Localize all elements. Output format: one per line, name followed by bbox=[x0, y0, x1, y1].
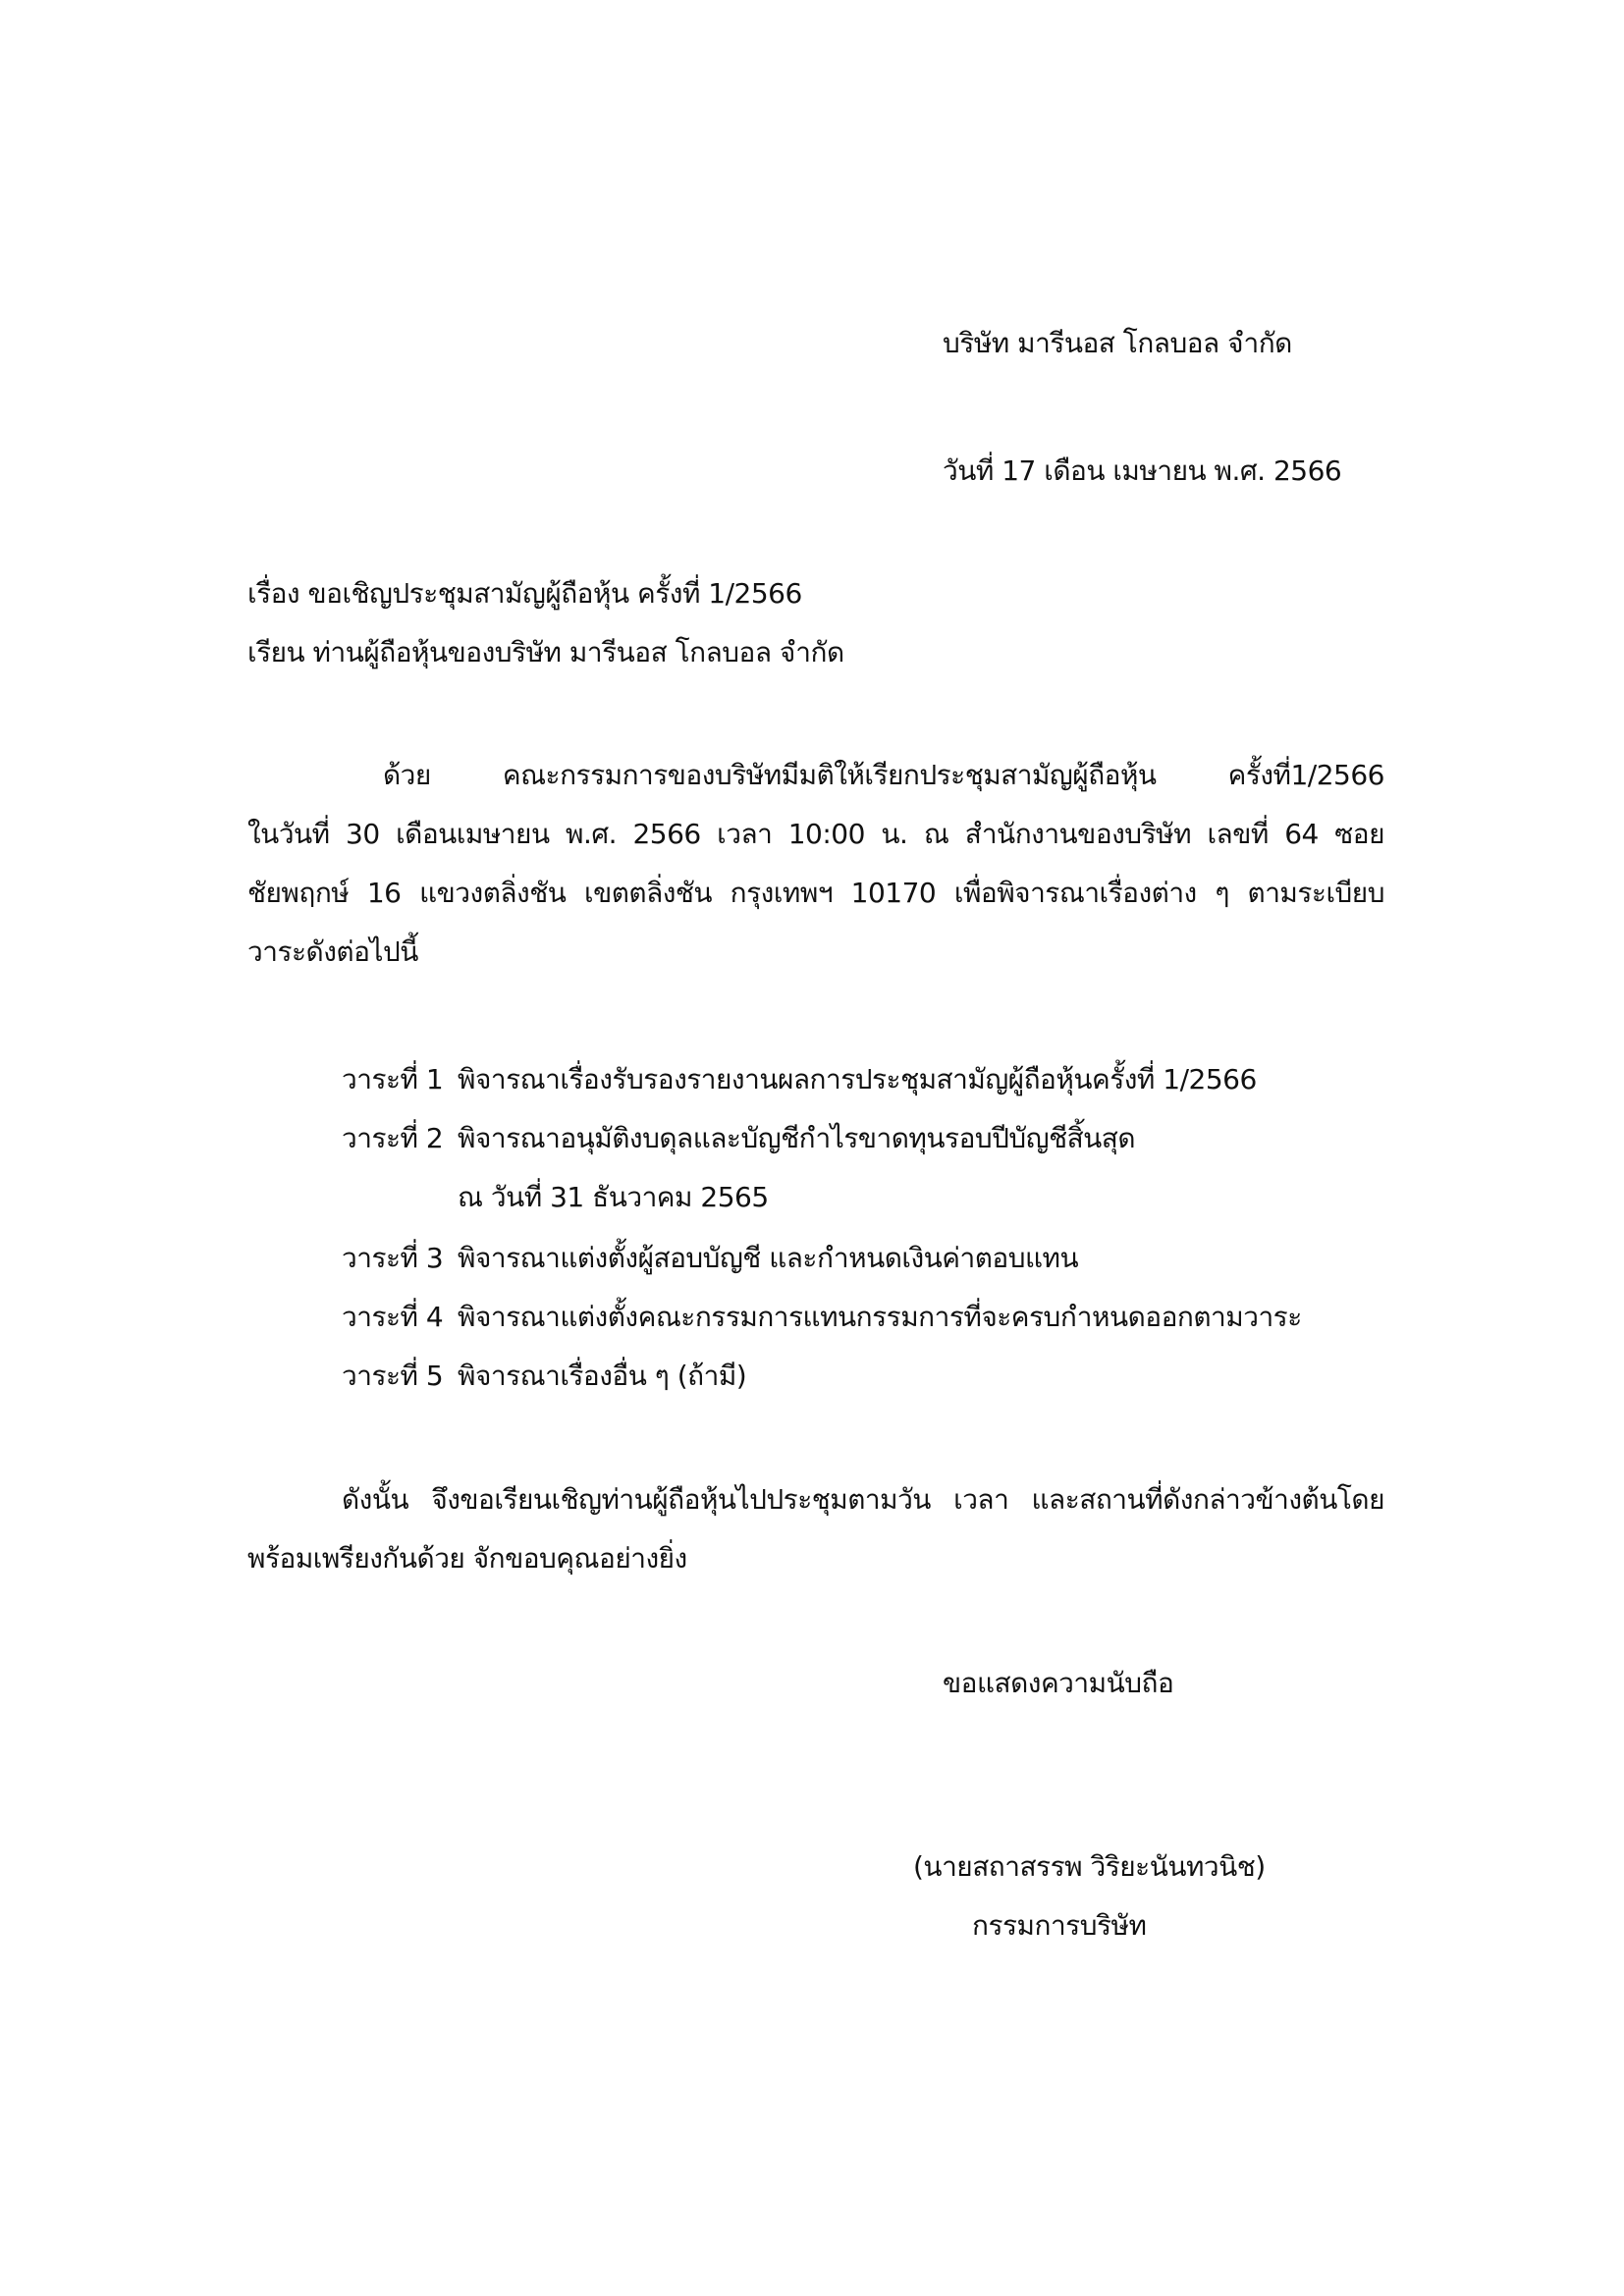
agenda-item bbox=[342, 1119, 1135, 1158]
agenda-text: พิจารณาแต่งตั้งผู้สอบบัญชี และกำหนดเงินค่าตอบแทน bbox=[458, 1242, 1079, 1274]
company-name: บริษัท มารีนอส โกลบอล จำกัด bbox=[943, 327, 1292, 359]
intro-line-4: วาระดังต่อไปนี้ bbox=[247, 935, 418, 968]
intro-line-2: ในวันที่ 30 เดือนเมษายน พ.ศ. 2566 เวลา 10:00 น. ณ สำนักงานของบริษัท เลขที่ 64 ซอย bbox=[247, 818, 1384, 850]
agenda-text: พิจารณาอนุมัติงบดุลและบัญชีกำไรขาดทุนรอบปีบัญชีสิ้นสุด bbox=[458, 1122, 1136, 1154]
agenda-text: พิจารณาเรื่องรับรองรายงานผลการประชุมสามัญผู้ถือหุ้นครั้งที่ 1/2566 bbox=[458, 1063, 1257, 1095]
regards-text: ขอแสดงความนับถือ bbox=[943, 1667, 1174, 1699]
closing-line-2: พร้อมเพรียงกันด้วย จักขอบคุณอย่างยิ่ง bbox=[247, 1542, 687, 1575]
agenda-item bbox=[342, 1298, 1302, 1337]
agenda-number: วาระที่ 5 bbox=[342, 1360, 444, 1392]
letter-date: วันที่ 17 เดือน เมษายน พ.ศ. 2566 bbox=[943, 454, 1342, 487]
subject-line: เรื่อง ขอเชิญประชุมสามัญผู้ถือหุ้น ครั้งที่ 1/2566 bbox=[247, 577, 802, 610]
agenda-number: วาระที่ 2 bbox=[342, 1122, 444, 1154]
intro-line-1: ด้วย คณะกรรมการของบริษัทมีมติให้เรียกประชุมสามัญผู้ถือหุ้น ครั้งที่1/2566 bbox=[383, 759, 1384, 791]
signatory-title: กรรมการบริษัท bbox=[972, 1909, 1147, 1942]
agenda-text: พิจารณาแต่งตั้งคณะกรรมการแทนกรรมการที่จะครบกำหนดออกตามวาระ bbox=[458, 1301, 1302, 1333]
agenda-number: วาระที่ 4 bbox=[342, 1301, 444, 1333]
agenda-text: พิจารณาเรื่องอื่น ๆ (ถ้ามี) bbox=[458, 1360, 747, 1392]
closing-line-1: ดังนั้น จึงขอเรียนเชิญท่านผู้ถือหุ้นไปประชุมตามวัน เวลา และสถานที่ดังกล่าวข้างต้นโดย bbox=[342, 1483, 1384, 1516]
intro-line-3: ชัยพฤกษ์ 16 แขวงตลิ่งชัน เขตตลิ่งชัน กรุงเทพฯ 10170 เพื่อพิจารณาเรื่องต่าง ๆ ตามระเบียบ bbox=[247, 877, 1384, 909]
agenda-number: วาระที่ 3 bbox=[342, 1242, 444, 1274]
agenda-text-continued: ณ วันที่ 31 ธันวาคม 2565 bbox=[458, 1181, 769, 1213]
agenda-item bbox=[342, 1239, 1078, 1278]
agenda-number: วาระที่ 1 bbox=[342, 1063, 444, 1095]
agenda-item bbox=[342, 1357, 746, 1396]
recipient-line: เรียน ท่านผู้ถือหุ้นของบริษัท มารีนอส โกลบอล จำกัด bbox=[247, 636, 844, 668]
signatory-name: (นายสถาสรรพ วิริยะนันทวนิช) bbox=[913, 1850, 1266, 1883]
agenda-item bbox=[342, 1060, 1257, 1099]
